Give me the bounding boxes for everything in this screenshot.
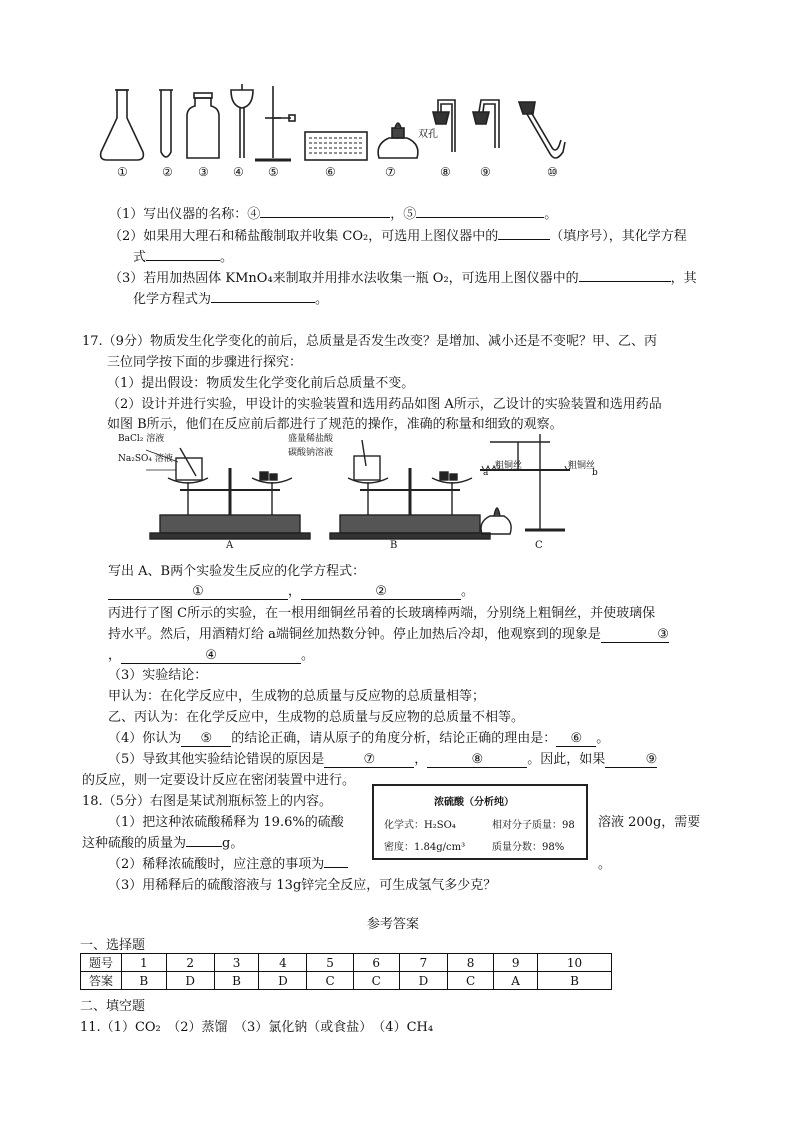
table-cell: 1 (122, 954, 167, 972)
table-cell: 2 (166, 954, 214, 972)
reagent-label-title: 浓硫酸（分析纯） (434, 797, 514, 808)
q17-line8: 持水平。然后，用酒精灯给 a端铜丝加热数分钟。停止加热后冷却，他观察到的现象是 ③ (108, 627, 669, 642)
q16-part2-cont: 式 。 (133, 246, 233, 265)
answer-blank[interactable] (498, 225, 550, 240)
table-cell: 10 (538, 954, 612, 972)
test-tube-icon (159, 90, 173, 157)
answers-section1: 一、选择题 (80, 938, 146, 953)
table-cell: C (307, 972, 353, 990)
answer-blank[interactable] (260, 203, 390, 218)
q16-part3-cont: 化学方程式为 。 (133, 288, 328, 307)
answer-blank[interactable]: ② (301, 585, 461, 600)
table-row (81, 972, 612, 990)
answer-blank[interactable]: ⑦ (324, 753, 414, 768)
fig-c-label-b: b (592, 468, 598, 478)
table-cell: D (166, 972, 214, 990)
q16-part2: （2）如果用大理石和稀盐酸制取并收集 CO₂，可选用上图仪器中的 （填序号），其化学方程 (109, 225, 687, 244)
answer-blank[interactable]: ③ (601, 628, 669, 643)
reagent-label (372, 784, 588, 860)
instrument-label: ① (117, 165, 128, 179)
table-cell: 5 (307, 954, 353, 972)
instrument-label: ⑨ (480, 165, 491, 179)
answer-blank[interactable]: ① (108, 585, 288, 600)
iron-stand-icon (255, 86, 295, 160)
q17-line5: 如图 B所示，他们在反应前后都进行了规范的操作，准确的称量和细致的观察。 (107, 417, 563, 432)
fig-c-label-left: 粗铜丝 (495, 461, 523, 471)
fig-caption-b: B (390, 540, 398, 551)
copper-wire-apparatus-icon (480, 434, 570, 534)
answer-blank[interactable] (146, 246, 220, 261)
table-cell: A (494, 972, 538, 990)
q16-part1: （1）写出仪器的名称：④ ，⑤ 。 (109, 203, 557, 222)
table-header: 题号 (81, 954, 122, 972)
q18-line4: （2）稀释浓硫酸时，应注意的事项为 (108, 853, 348, 872)
table-cell: B (214, 972, 259, 990)
answer-blank[interactable]: ④ (121, 649, 301, 664)
experiment-figure (110, 430, 570, 555)
table-cell: B (538, 972, 612, 990)
q16-part3: （3）若用加热固体 KMnO₄来制取并用排水法收集一瓶 O₂，可选用上图仪器中的 ，其 (109, 267, 697, 286)
answer-q11: 11.（1）CO₂ （2）蒸馏 （3）氯化钠（或食盐） （4）CH₄ (80, 1020, 434, 1035)
answer-blank[interactable] (211, 288, 315, 303)
instrument-label: ⑥ (325, 165, 336, 179)
table-cell: 6 (353, 954, 399, 972)
q17-line2: 三位同学按下面的步骤进行探究： (107, 355, 303, 370)
table-cell: B (122, 972, 167, 990)
instrument-label: ⑤ (268, 165, 279, 179)
fig-b-label-carbonate: 碳酸钠溶液 (288, 448, 334, 458)
q17-line10: 甲认为：在化学反应中，生成物的总质量与反应物的总质量相等； (108, 689, 486, 704)
q17-line9: （3）实验结论： (108, 668, 208, 683)
table-cell: 4 (259, 954, 307, 972)
answer-blank[interactable] (416, 203, 544, 218)
double-hole-label: 双孔 (418, 129, 438, 140)
q17-line1: 17.（9分）物质发生化学变化的前后，总质量是否发生改变？是增加、减小还是不变呢？甲、乙、丙 (82, 334, 657, 349)
table-header: 答案 (81, 972, 122, 990)
stopper-long-tube-icon (519, 102, 565, 158)
conical-flask-icon (101, 90, 144, 160)
fig-a-label-na2so4: Na₂SO₄ 溶液 (118, 454, 173, 464)
water-trough-icon (305, 132, 367, 160)
table-cell: 8 (448, 954, 494, 972)
table-cell: D (399, 972, 447, 990)
fig-caption-a: A (226, 540, 234, 551)
q18-line3: 这种硫酸的质量为 g。 (82, 832, 243, 851)
instrument-label: ⑦ (385, 165, 396, 179)
answer-blank[interactable]: ⑧ (427, 753, 527, 768)
answers-title: 参考答案 (367, 917, 420, 932)
answer-blank[interactable]: ⑥ (556, 732, 596, 747)
answers-section2: 二、填空题 (80, 999, 146, 1014)
q17-line8-cont: ， ④ 。 (108, 648, 315, 663)
q17-line12: （4）你认为 ⑤ 的结论正确，请从原子的角度分析，结论正确的理由是： ⑥ 。 (108, 731, 610, 746)
fig-c-label-right: 粗铜丝 (568, 461, 596, 471)
long-neck-funnel-icon (231, 84, 253, 158)
balance-b-icon (330, 440, 490, 539)
fig-b-label-acid: 盛量稀盐酸 (288, 434, 334, 444)
table-cell: 7 (399, 954, 447, 972)
q17-line6: 写出 A、B两个实验发生反应的化学方程式： (108, 564, 366, 579)
reagent-label-fraction: 质量分数：98% (492, 842, 565, 853)
answer-blank[interactable]: ⑤ (181, 732, 231, 747)
q17-line3: （1）提出假设：物质发生化学变化前后总质量不变。 (107, 376, 415, 391)
table-cell: 9 (494, 954, 538, 972)
instrument-label: ② (162, 165, 173, 179)
instrument-label: ⑧ (440, 165, 451, 179)
answer-blank[interactable] (324, 853, 348, 868)
instrument-label: ③ (198, 165, 209, 179)
instrument-label: ④ (233, 165, 244, 179)
q18-line4-end: 。 (598, 857, 612, 872)
table-cell: C (448, 972, 494, 990)
stopper-bent-tube-icon (473, 100, 499, 148)
q17-equations: ① ， ② 。 (108, 580, 474, 600)
instrument-label: ⑩ (547, 165, 558, 179)
alcohol-lamp-icon (378, 123, 418, 158)
q17-line11: 乙、丙认为：在化学反应中，生成物的总质量与反应物的总质量不相等。 (108, 710, 525, 725)
reagent-label-formula: 化学式：H₂SO₄ (384, 820, 456, 831)
table-cell: D (259, 972, 307, 990)
reagent-label-mw: 相对分子质量：98 (492, 820, 575, 831)
reagent-label-density: 密度：1.84g/cm³ (384, 842, 466, 853)
q18-line2a: （1）把这种浓硫酸稀释为 19.6%的硫酸 (108, 815, 344, 830)
q18-line2b: 溶液 200g，需要 (598, 815, 701, 830)
q17-line7: 丙进行了图 C所示的实验，在一根用细铜丝吊着的长玻璃棒两端，分别绕上粗铜丝，并使玻璃保 (108, 606, 656, 621)
q18-line1: 18.（5分）右图是某试剂瓶标签上的内容。 (82, 794, 332, 809)
wide-mouth-bottle-icon (187, 93, 219, 158)
fig-c-label-a: a (483, 468, 489, 478)
q17-line13: （5）导致其他实验结论错误的原因是 ⑦ ， ⑧ 。因此，如果 ⑨ (108, 752, 658, 767)
answer-blank[interactable]: ⑨ (605, 753, 657, 768)
answer-blank[interactable] (579, 267, 671, 282)
table-cell: 3 (214, 954, 259, 972)
answer-table (80, 953, 612, 990)
q17-line4: （2）设计并进行实验，甲设计的实验装置和选用药品如图 A所示，乙设计的实验装置和选用药品 (107, 397, 662, 412)
q18-line5: （3）用稀释后的硫酸溶液与 13g锌完全反应，可生成氢气多少克？ (108, 878, 497, 893)
answer-blank[interactable] (186, 832, 222, 847)
q17-line14: 的反应，则一定要设计反应在密闭装置中进行。 (82, 773, 356, 788)
table-row (81, 954, 612, 972)
table-cell: C (353, 972, 399, 990)
fig-caption-c: C (535, 540, 543, 551)
fig-a-label-bacl2: BaCl₂ 溶液 (118, 434, 165, 444)
